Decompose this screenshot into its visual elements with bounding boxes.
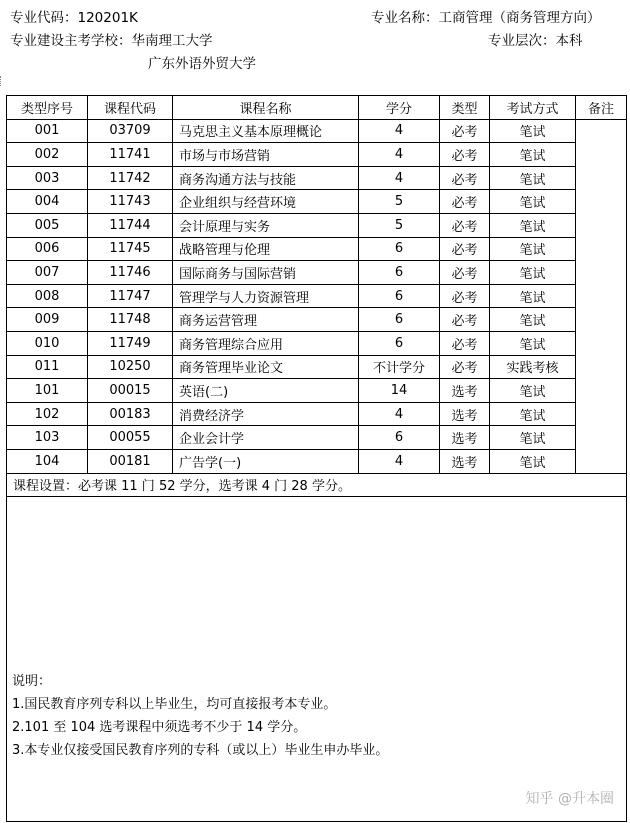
col-header-name: 课程名称 [173,96,359,120]
cell-seq: 004 [7,190,88,214]
cell-seq: 011 [7,355,88,379]
cell-type: 选考 [440,402,490,426]
school-2: 广东外语外贸大学 [148,56,256,72]
cell-seq: 103 [7,426,88,450]
cell-name: 马克思主义基本原理概论 [173,119,359,143]
cell-credit: 4 [359,402,440,426]
cell-name: 英语(二) [173,379,359,403]
cell-credit: 6 [359,284,440,308]
table-row [7,261,627,285]
cell-type: 必考 [440,237,490,261]
cell-seq: 009 [7,308,88,332]
cell-code: 00015 [88,379,173,403]
cell-type: 必考 [440,213,490,237]
table-row [7,308,627,332]
schools-label-text: 专业建设主考学校： [10,33,132,49]
cell-seq: 001 [7,119,88,143]
cell-remark [576,119,627,473]
cell-credit: 5 [359,190,440,214]
cell-credit: 4 [359,119,440,143]
cell-name: 商务管理综合应用 [173,331,359,355]
cell-seq: 007 [7,261,88,285]
cell-seq: 005 [7,213,88,237]
note-item: 1.国民教育序列专科以上毕业生，均可直接报考本专业。 [12,697,337,712]
table-row [7,237,627,261]
cell-code: 11748 [88,308,173,332]
table-row [7,190,627,214]
cell-exam: 笔试 [490,143,576,167]
cell-credit: 6 [359,237,440,261]
table-row [7,379,627,403]
schools-label [10,29,213,49]
cell-type: 选考 [440,426,490,450]
cell-name: 商务运营管理 [173,308,359,332]
cell-seq: 010 [7,331,88,355]
cell-exam: 笔试 [490,308,576,332]
cell-exam: 笔试 [490,402,576,426]
cell-type: 必考 [440,308,490,332]
table-row [7,166,627,190]
note-item: 3.本专业仅接受国民教育序列的专科（或以上）毕业生申办毕业。 [12,743,389,758]
cell-name: 企业组织与经营环境 [173,190,359,214]
school-1: 华南理工大学 [131,33,213,49]
watermark: 知乎 @升本圈 [525,791,614,807]
table-row [7,284,627,308]
summary-row [7,473,627,497]
cell-credit: 14 [359,379,440,403]
cell-exam: 笔试 [490,237,576,261]
cell-exam: 笔试 [490,166,576,190]
cell-type: 必考 [440,261,490,285]
course-summary: 课程设置：必考课 11 门 52 学分，选考课 4 门 28 学分。 [7,473,627,497]
cell-seq: 008 [7,284,88,308]
cell-code: 00055 [88,426,173,450]
notes-title: 说明： [12,674,52,689]
cell-credit: 6 [359,426,440,450]
col-header-exam: 考试方式 [490,96,576,120]
notes-box [6,495,627,822]
cell-name: 消费经济学 [173,402,359,426]
cell-type: 必考 [440,166,490,190]
cell-code: 11746 [88,261,173,285]
major-code: 专业代码：120201K [10,10,138,26]
cell-credit: 6 [359,261,440,285]
margin-marker [0,76,3,86]
cell-exam: 笔试 [490,331,576,355]
cell-code: 11743 [88,190,173,214]
cell-credit: 6 [359,308,440,332]
col-header-remark: 备注 [576,96,627,120]
cell-exam: 笔试 [490,379,576,403]
cell-type: 必考 [440,190,490,214]
col-header-credit: 学分 [359,96,440,120]
col-header-seq: 类型序号 [7,96,88,120]
cell-code: 11742 [88,166,173,190]
cell-seq: 003 [7,166,88,190]
cell-exam: 笔试 [490,213,576,237]
cell-seq: 104 [7,449,88,473]
table-row [7,213,627,237]
major-level: 专业层次：本科 [488,33,583,49]
cell-seq: 101 [7,379,88,403]
cell-exam: 笔试 [490,426,576,450]
cell-credit: 4 [359,143,440,167]
cell-exam: 笔试 [490,449,576,473]
cell-name: 战略管理与伦理 [173,237,359,261]
cell-type: 必考 [440,143,490,167]
cell-credit: 5 [359,213,440,237]
table-row [7,331,627,355]
cell-exam: 笔试 [490,284,576,308]
cell-code: 03709 [88,119,173,143]
cell-exam: 笔试 [490,119,576,143]
cell-name: 广告学(一) [173,449,359,473]
notes [12,670,388,762]
cell-type: 选考 [440,449,490,473]
note-item: 2.101 至 104 选考课程中须选考不少于 14 学分。 [12,720,307,735]
table-row [7,119,627,143]
cell-type: 必考 [440,119,490,143]
cell-credit: 6 [359,331,440,355]
cell-name: 商务管理毕业论文 [173,355,359,379]
cell-credit: 不计学分 [359,355,440,379]
cell-seq: 102 [7,402,88,426]
major-name: 专业名称：工商管理（商务管理方向） [371,10,601,26]
cell-exam: 笔试 [490,190,576,214]
cell-code: 11745 [88,237,173,261]
cell-name: 管理学与人力资源管理 [173,284,359,308]
cell-seq: 002 [7,143,88,167]
cell-name: 商务沟通方法与技能 [173,166,359,190]
col-header-code: 课程代码 [88,96,173,120]
col-header-type: 类型 [440,96,490,120]
cell-code: 00183 [88,402,173,426]
cell-code: 10250 [88,355,173,379]
cell-code: 00181 [88,449,173,473]
cell-name: 国际商务与国际营销 [173,261,359,285]
cell-code: 11744 [88,213,173,237]
table-row [7,426,627,450]
cell-type: 选考 [440,379,490,403]
cell-credit: 4 [359,449,440,473]
cell-name: 会计原理与实务 [173,213,359,237]
cell-exam: 实践考核 [490,355,576,379]
cell-code: 11747 [88,284,173,308]
cell-name: 企业会计学 [173,426,359,450]
cell-code: 11749 [88,331,173,355]
cell-name: 市场与市场营销 [173,143,359,167]
cell-code: 11741 [88,143,173,167]
cell-exam: 笔试 [490,261,576,285]
table-row [7,355,627,379]
cell-type: 必考 [440,284,490,308]
cell-credit: 4 [359,166,440,190]
table-header-row [7,96,627,120]
cell-type: 必考 [440,331,490,355]
cell-seq: 006 [7,237,88,261]
table-row [7,449,627,473]
course-table [6,95,627,497]
cell-type: 必考 [440,355,490,379]
table-row [7,402,627,426]
table-row [7,143,627,167]
